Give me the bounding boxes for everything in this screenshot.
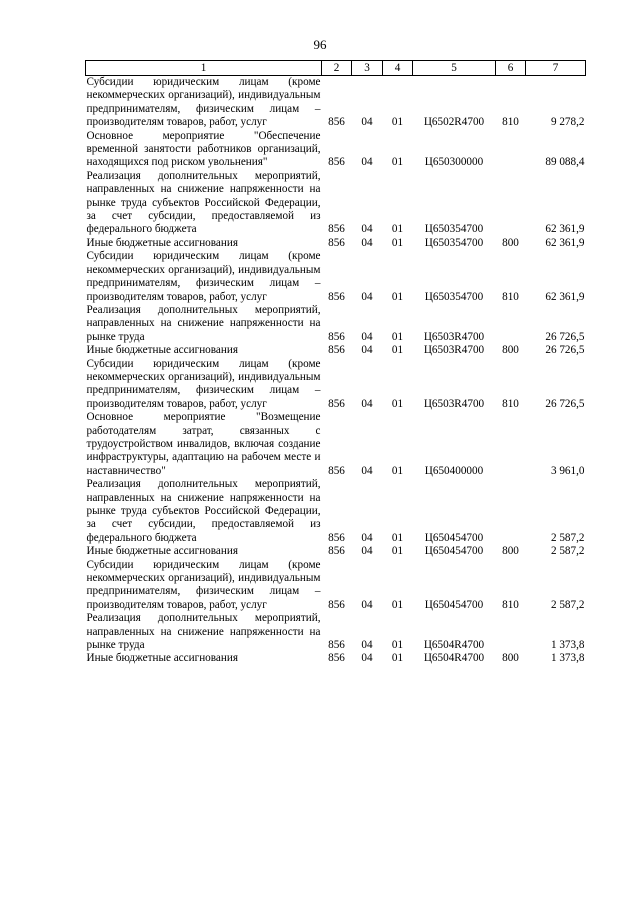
row-name: Реализация дополнительных мероприятий, направленных на снижение напряженности на рынке труда	[86, 612, 321, 652]
row-target-article: Ц6502R4700	[423, 116, 485, 129]
row-subsection: 01	[391, 344, 404, 357]
row-name: Реализация дополнительных мероприятий, направленных на снижение напряженности на рынке труда	[86, 303, 321, 343]
table-row	[86, 478, 586, 545]
row-expense-type	[496, 170, 526, 237]
row-expense-type	[496, 130, 526, 170]
row-target-article: Ц6503R4700	[423, 344, 485, 357]
row-name: Субсидии юридическим лицам (кроме некоммерческих организаций), индивидуальным предпринимателям, физическим лицам – производителям товаров, работ, услуг	[86, 250, 321, 303]
row-amount: 62 361,9	[545, 223, 585, 236]
row-section: 04	[361, 652, 373, 665]
row-expense-type	[496, 411, 526, 478]
row-grbs: 856	[328, 397, 345, 410]
table-row	[86, 344, 586, 357]
row-amount: 62 361,9	[545, 236, 585, 249]
row-amount: 2 587,2	[550, 531, 585, 544]
row-expense-type: 810	[502, 598, 519, 611]
row-name: Субсидии юридическим лицам (кроме некоммерческих организаций), индивидуальным предпринимателям, физическим лицам – производителям товаров, работ, услуг	[86, 76, 321, 129]
row-grbs: 856	[328, 545, 345, 558]
row-grbs: 856	[328, 290, 345, 303]
row-subsection: 01	[391, 156, 404, 169]
row-subsection: 01	[391, 397, 404, 410]
page-number: 96	[313, 37, 327, 52]
row-target-article: Ц6504R4700	[423, 652, 485, 665]
row-expense-type: 810	[502, 397, 519, 410]
row-section: 04	[361, 344, 373, 357]
row-grbs: 856	[328, 598, 345, 611]
row-amount: 26 726,5	[545, 330, 585, 343]
row-section: 04	[361, 236, 373, 249]
header-row	[86, 61, 586, 76]
table-row	[86, 76, 586, 130]
header-col-7: 7	[526, 61, 586, 76]
row-amount: 2 587,2	[550, 598, 585, 611]
row-subsection: 01	[391, 236, 404, 249]
row-grbs: 856	[328, 156, 345, 169]
row-name: Основное мероприятие "Обеспечение временной занятости работников организаций, находящихся под риском увольнения"	[86, 129, 321, 169]
row-section: 04	[361, 639, 373, 652]
row-subsection: 01	[391, 223, 404, 236]
table-row	[86, 358, 586, 412]
table-row	[86, 652, 586, 665]
row-target-article: Ц650400000	[424, 464, 484, 477]
row-name: Иные бюджетные ассигнования	[86, 652, 238, 665]
row-target-article: Ц650354700	[424, 236, 484, 249]
row-section: 04	[361, 531, 373, 544]
row-subsection: 01	[391, 531, 404, 544]
row-expense-type	[496, 304, 526, 344]
row-target-article: Ц6503R4700	[423, 330, 485, 343]
row-amount: 3 961,0	[550, 464, 585, 477]
row-grbs: 856	[328, 639, 345, 652]
row-section: 04	[361, 116, 373, 129]
row-name: Субсидии юридическим лицам (кроме некоммерческих организаций), индивидуальным предпринимателям, физическим лицам – производителям товаров, работ, услуг	[86, 357, 321, 410]
row-section: 04	[361, 464, 373, 477]
row-name: Реализация дополнительных мероприятий, направленных на снижение напряженности на рынке труда субъектов Российской Федерации, за счет субсидии, предоставляемой из федерального бюджета	[86, 478, 321, 544]
row-expense-type: 810	[502, 290, 519, 303]
row-target-article: Ц650454700	[424, 545, 484, 558]
header-col-4: 4	[383, 61, 413, 76]
table-row	[86, 170, 586, 237]
row-amount: 62 361,9	[545, 290, 585, 303]
row-expense-type: 800	[502, 652, 519, 665]
row-section: 04	[361, 598, 373, 611]
row-amount: 9 278,2	[550, 116, 585, 129]
row-expense-type	[496, 478, 526, 545]
table-row	[86, 612, 586, 652]
row-section: 04	[361, 330, 373, 343]
row-grbs: 856	[328, 236, 345, 249]
row-name: Основное мероприятие "Возмещение работодателям затрат, связанных с трудоустройством инвалидов, включая создание инфраструктуры, адаптацию на рабочем месте и наставничество"	[86, 411, 321, 477]
row-amount: 26 726,5	[545, 397, 585, 410]
row-name: Иные бюджетные ассигнования	[86, 545, 238, 558]
table-row	[86, 411, 586, 478]
row-subsection: 01	[391, 545, 404, 558]
row-expense-type: 810	[502, 116, 519, 129]
row-section: 04	[361, 397, 373, 410]
header-col-5: 5	[413, 61, 496, 76]
row-name: Субсидии юридическим лицам (кроме некоммерческих организаций), индивидуальным предпринимателям, физическим лицам – производителям товаров, работ, услуг	[86, 558, 321, 611]
row-target-article: Ц650454700	[424, 598, 484, 611]
row-expense-type: 800	[502, 236, 519, 249]
header-col-6: 6	[496, 61, 526, 76]
row-expense-type: 800	[502, 545, 519, 558]
row-target-article: Ц650354700	[424, 223, 484, 236]
row-target-article: Ц650354700	[424, 290, 484, 303]
row-section: 04	[361, 223, 373, 236]
table-row	[86, 237, 586, 250]
row-subsection: 01	[391, 598, 404, 611]
row-grbs: 856	[328, 344, 345, 357]
table-row	[86, 250, 586, 304]
row-expense-type: 800	[502, 344, 519, 357]
row-amount: 1 373,8	[550, 639, 585, 652]
table-row	[86, 559, 586, 613]
row-grbs: 856	[328, 330, 345, 343]
row-grbs: 856	[328, 116, 345, 129]
row-subsection: 01	[391, 652, 404, 665]
budget-table	[85, 60, 586, 666]
table-row	[86, 130, 586, 170]
row-target-article: Ц650454700	[424, 531, 484, 544]
table-header	[86, 61, 586, 76]
row-amount: 89 088,4	[545, 156, 585, 169]
row-target-article: Ц650300000	[424, 156, 484, 169]
row-amount: 26 726,5	[545, 344, 585, 357]
row-subsection: 01	[391, 116, 404, 129]
row-amount: 2 587,2	[550, 545, 585, 558]
row-grbs: 856	[328, 464, 345, 477]
table-row	[86, 304, 586, 344]
row-section: 04	[361, 290, 373, 303]
header-col-2: 2	[322, 61, 352, 76]
table-row	[86, 545, 586, 558]
row-section: 04	[361, 156, 373, 169]
row-subsection: 01	[391, 330, 404, 343]
row-name: Иные бюджетные ассигнования	[86, 236, 238, 249]
row-name: Реализация дополнительных мероприятий, направленных на снижение напряженности на рынке труда субъектов Российской Федерации, за счет субсидии, предоставляемой из федерального бюджета	[86, 169, 321, 236]
row-grbs: 856	[328, 652, 345, 665]
row-section: 04	[361, 545, 373, 558]
row-target-article: Ц6503R4700	[423, 397, 485, 410]
row-expense-type	[496, 612, 526, 652]
header-col-1: 1	[86, 61, 322, 76]
row-amount: 1 373,8	[550, 652, 585, 665]
row-subsection: 01	[391, 464, 404, 477]
row-target-article: Ц6504R4700	[423, 639, 485, 652]
row-grbs: 856	[328, 531, 345, 544]
row-subsection: 01	[391, 639, 404, 652]
row-grbs: 856	[328, 223, 345, 236]
table-body	[86, 76, 586, 666]
header-col-3: 3	[352, 61, 383, 76]
row-name: Иные бюджетные ассигнования	[86, 344, 238, 357]
row-subsection: 01	[391, 290, 404, 303]
